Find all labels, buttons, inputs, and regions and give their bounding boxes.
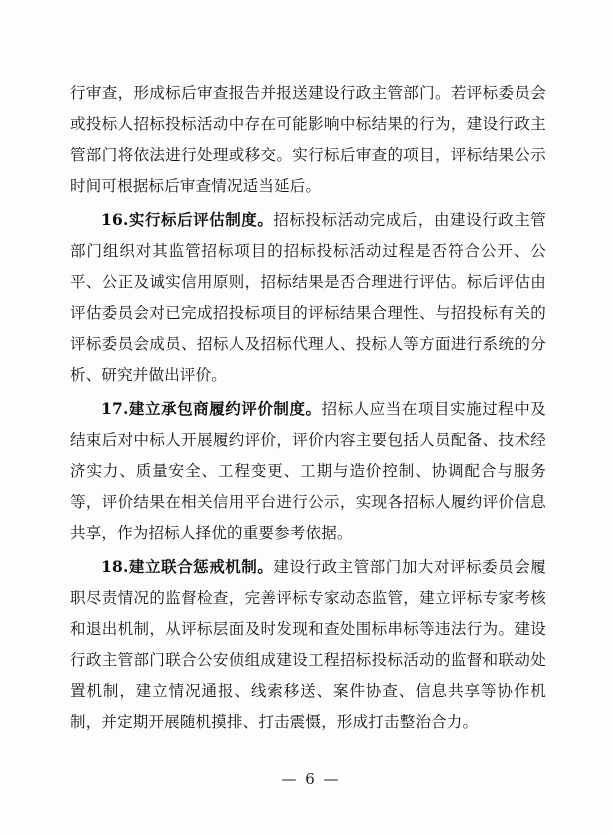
page-number-label: — 6 — <box>281 770 341 788</box>
paragraph-lead-17: 17.建立承包商履约评价制度。 <box>101 399 322 418</box>
paragraph-text-17: 招标人应当在项目实施过程中及结束后对中标人开展履约评价，评价内容主要包括人员配备、技术经济实力、质量安全、工程变更、工期与造价控制、协调配合与服务等，评价结果在相关信用平台进行公示，实现各招标人履约评价信息共享，作为招标人择优的重要参考依据。 <box>70 400 546 542</box>
paragraph-text-16: 招标投标活动完成后，由建设行政主管部门组织对其监管招标项目的招标投标活动过程是否符合公开、公平、公正及诚实信用原则，招标结果是否合理进行评估。标后评估由评估委员会对已完成招投标项目的评标结果合理性、与招投标有关的评标委员会成员、招标人及招标代理人、投标人等方面进行系统的分析、研究并做出评价。 <box>70 211 546 384</box>
paragraph-text: 行审查，形成标后审查报告并报送建设行政主管部门。若评标委员会或投标人招标投标活动中存在可能影响中标结果的行为，建设行政主管部门将依法进行处理或移交。实行标后审查的项目，评标结果公示时间可根据标后审查情况适当延后。 <box>70 84 546 195</box>
paragraph-continued <box>70 78 546 202</box>
paragraph-text-18: 建设行政主管部门加大对评标委员会履职尽责情况的监督检查，完善评标专家动态监管，建立评标专家考核和退出机制，从评标层面及时发现和查处围标串标等违法行为。建设行政主管部门联合公安侦组成建设工程招标投标活动的监督和联动处置机制，建立情况通报、线索移送、案件协查、信息共享等协作机制，并定期开展随机摸排、打击震慑，形成打击整治合力。 <box>70 558 546 731</box>
paragraph-item-16 <box>70 204 546 391</box>
paragraph-item-17 <box>70 393 546 549</box>
paragraph-lead-16: 16.实行标后评估制度。 <box>101 210 274 229</box>
paragraph-lead-18: 18.建立联合惩戒机制。 <box>101 557 274 576</box>
page-number <box>0 770 612 788</box>
paragraph-item-18 <box>70 551 546 738</box>
